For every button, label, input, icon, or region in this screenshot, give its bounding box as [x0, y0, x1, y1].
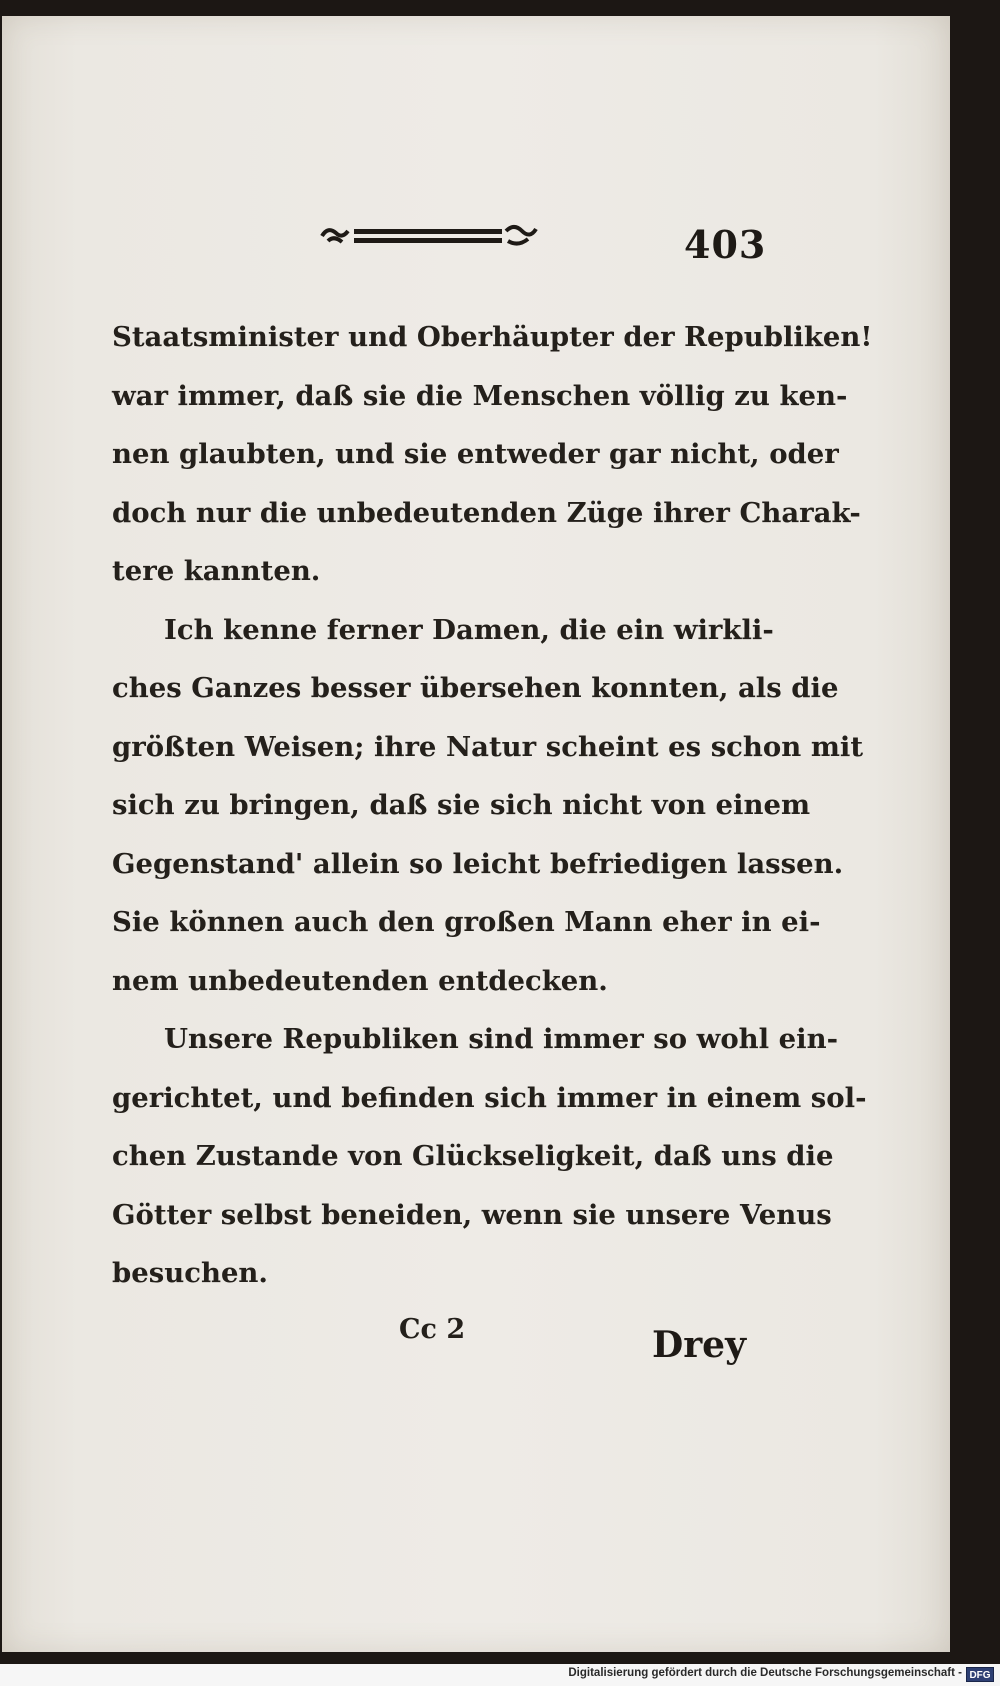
- text-line: Staatsminister und Oberhäupter der Republiken!: [112, 321, 873, 353]
- book-page: [2, 16, 950, 1652]
- text-line: größten Weisen; ihre Natur scheint es schon mit: [112, 730, 864, 763]
- text-line: Gegenstand' allein so leicht befriedigen lassen.: [112, 847, 844, 880]
- signature-mark: Cc 2: [399, 1314, 466, 1345]
- text-line: Götter selbst beneiden, wenn sie unsere Venus: [112, 1198, 832, 1231]
- catchword: Drey: [652, 1324, 747, 1366]
- text-line: ches Ganzes besser übersehen konnten, als die: [112, 672, 839, 704]
- text-line: gerichtet, und befinden sich immer in einem sol-: [112, 1081, 867, 1114]
- body-text: [112, 308, 873, 1303]
- text-line: Unsere Republiken sind immer so wohl ein-: [164, 1023, 839, 1055]
- text-line: sich zu bringen, daß sie sich nicht von einem: [112, 789, 811, 821]
- text-line: nem unbedeutenden entdecken.: [112, 964, 608, 997]
- text-line: nen glaubten, und sie entweder gar nicht, oder: [112, 438, 839, 470]
- text-line: tere kannten.: [112, 555, 321, 587]
- dfg-logo: DFG: [966, 1667, 994, 1682]
- header-ornament: [318, 221, 540, 251]
- text-line: war immer, daß sie die Menschen völlig zu ken-: [112, 379, 848, 412]
- text-line: chen Zustande von Glückseligkeit, daß uns die: [112, 1140, 834, 1172]
- page-number: 403: [684, 222, 767, 267]
- footer-bar: [0, 1664, 1000, 1686]
- text-line: Ich kenne ferner Damen, die ein wirkli-: [164, 613, 774, 646]
- text-line: doch nur die unbedeutenden Züge ihrer Charak-: [112, 496, 861, 529]
- funding-credit: Digitalisierung gefördert durch die Deutsche Forschungsgemeinschaft -: [568, 1667, 962, 1679]
- text-line: Sie können auch den großen Mann eher in ei-: [112, 906, 821, 938]
- text-line: besuchen.: [112, 1257, 269, 1289]
